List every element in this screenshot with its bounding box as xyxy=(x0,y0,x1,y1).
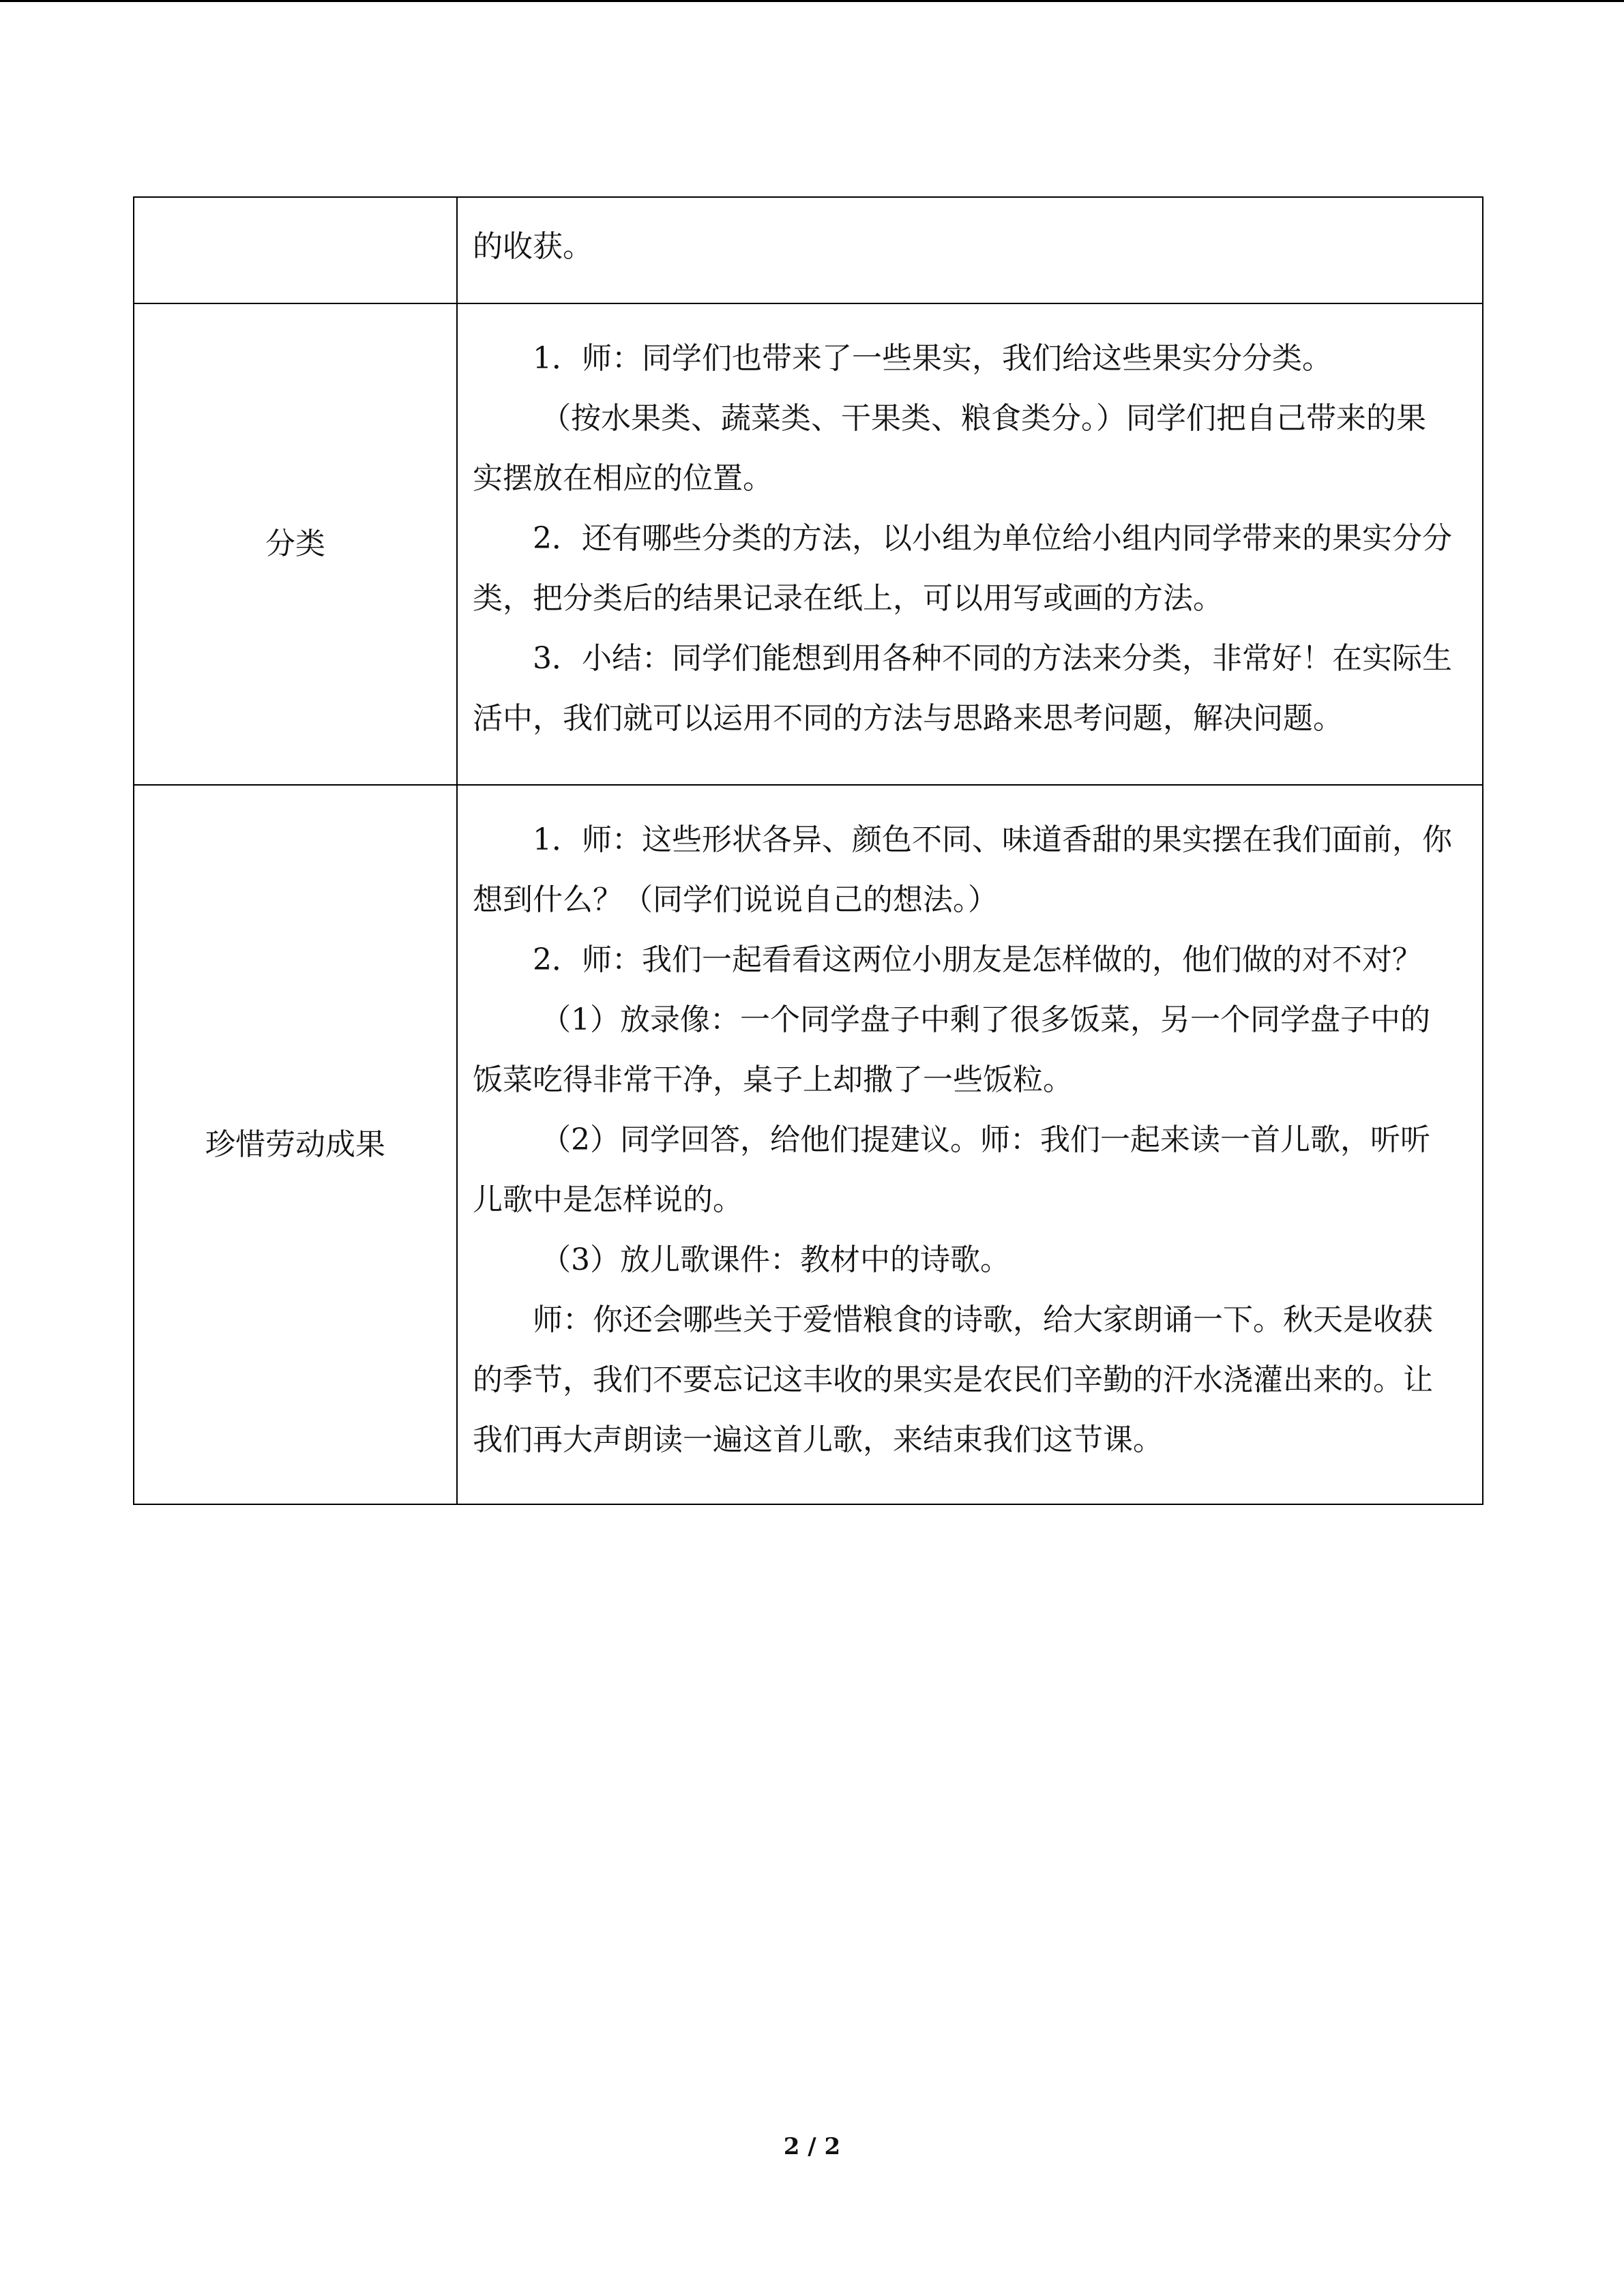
content-cell xyxy=(457,785,1483,1504)
paragraph: （按水果类、蔬菜类、干果类、粮食类分。）同学们把自己带来的果实摆放在相应的位置。 xyxy=(473,401,1426,496)
paragraph: （3）放儿歌课件：教材中的诗歌。 xyxy=(541,1242,1010,1277)
top-border-line xyxy=(0,0,1624,2)
paragraph: （1）放录像：一个同学盘子中剩了很多饭菜，另一个同学盘子中的饭菜吃得非常干净，桌子上却撒了一些饭粒。 xyxy=(473,1002,1430,1097)
stage-label-cell: 分类 xyxy=(134,303,457,785)
paragraph: 2．还有哪些分类的方法，以小组为单位给小组内同学带来的果实分分类，把分类后的结果记录在纸上，可以用写或画的方法。 xyxy=(473,521,1452,616)
paragraph: 2．师：我们一起看看这两位小朋友是怎样做的，他们做的对不对？ xyxy=(533,942,1422,977)
paragraph: 的收获。 xyxy=(473,229,593,264)
paragraph: 3．小结：同学们能想到用各种不同的方法来分类，非常好！在实际生活中，我们就可以运用不同的方法与思路来思考问题，解决问题。 xyxy=(473,641,1452,736)
table-row xyxy=(134,785,1483,1504)
paragraph: 师：你还会哪些关于爱惜粮食的诗歌，给大家朗诵一下。秋天是收获的季节，我们不要忘记这丰收的果实是农民们辛勤的汗水浇灌出来的。让我们再大声朗读一遍这首儿歌，来结束我们这节课。 xyxy=(473,1302,1433,1457)
content-cell xyxy=(457,197,1483,303)
stage-label-cell xyxy=(134,197,457,303)
lesson-plan-table xyxy=(133,196,1483,1505)
page-number: 2 / 2 xyxy=(783,2133,841,2160)
content-cell xyxy=(457,303,1483,785)
table-row xyxy=(134,197,1483,303)
paragraph: 1．师：这些形状各异、颜色不同、味道香甜的果实摆在我们面前，你想到什么？（同学们说说自己的想法。） xyxy=(473,822,1452,917)
paragraph: 1．师：同学们也带来了一些果实，我们给这些果实分分类。 xyxy=(533,341,1332,376)
table-row xyxy=(134,303,1483,785)
paragraph: （2）同学回答，给他们提建议。师：我们一起来读一首儿歌，听听儿歌中是怎样说的。 xyxy=(473,1122,1430,1217)
stage-label-cell: 珍惜劳动成果 xyxy=(134,785,457,1504)
